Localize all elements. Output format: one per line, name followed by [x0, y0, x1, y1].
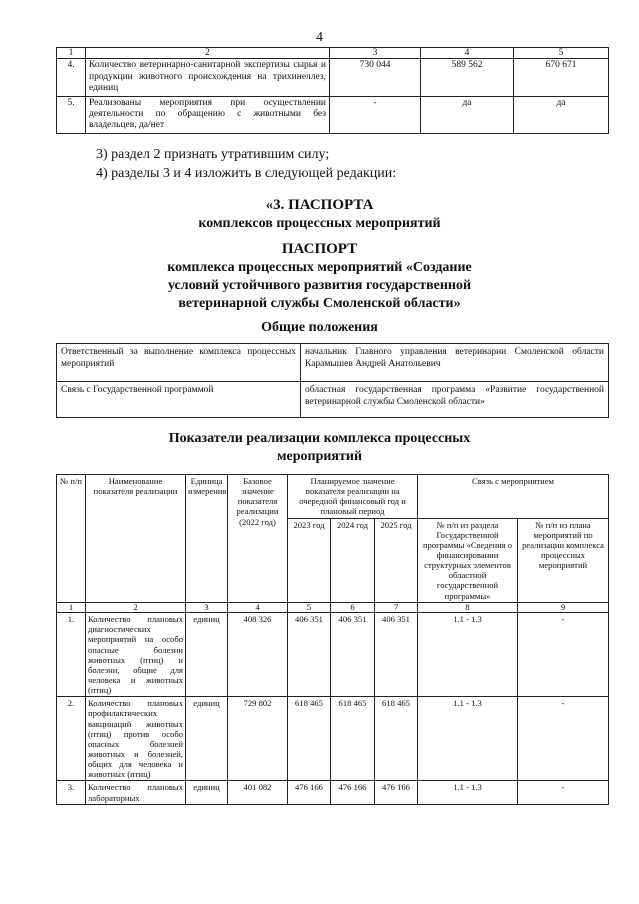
row-base: 408 326: [228, 613, 288, 697]
row-2025: 476 166: [375, 781, 418, 804]
header-2024: 2024 год: [331, 518, 375, 602]
section-title: «3. ПАСПОРТА: [265, 197, 374, 213]
row-number: 3.: [57, 781, 86, 804]
row-unit: единиц: [186, 697, 228, 781]
row-value: -: [330, 96, 421, 133]
row-unit: единиц: [186, 781, 228, 804]
indicators-index-row: [57, 602, 609, 612]
row-2025: 618 465: [375, 697, 418, 781]
row-unit: единиц: [186, 613, 228, 697]
index-cell: 7: [375, 602, 418, 612]
indicators-table: [56, 474, 609, 805]
index-cell: 1: [57, 602, 86, 612]
row-2024: 406 351: [331, 613, 375, 697]
row-number: 5.: [57, 96, 86, 133]
row-2024: 618 465: [331, 697, 375, 781]
row-name: Количество плановых профилактических вакцинаций животных (птиц) против особо опасных болезней животных и болезней, общих для человека и животных (птиц): [86, 697, 186, 781]
row-2025: 406 351: [375, 613, 418, 697]
table-row: [57, 59, 609, 96]
row-section: 1.1 - 1.3: [418, 613, 518, 697]
top-table: [56, 47, 609, 134]
row-number: 1.: [57, 613, 86, 697]
row-2023: 406 351: [288, 613, 331, 697]
header-planned: Планируемое значение показателя реализации на очередной финансовый год и плановый период: [288, 475, 418, 519]
row-base: 729 802: [228, 697, 288, 781]
table-row: [57, 613, 609, 697]
row-plan: -: [518, 613, 609, 697]
row-name: Количество плановых лабораторных: [86, 781, 186, 804]
top-header-cell: 5: [514, 48, 609, 59]
row-section: 1.1 - 1.3: [418, 697, 518, 781]
index-cell: 9: [518, 602, 609, 612]
header-num: № п/п: [57, 475, 86, 603]
paragraph-3: 3) раздел 2 признать утратившим силу;: [96, 147, 330, 162]
index-cell: 4: [228, 602, 288, 612]
table-row: [57, 382, 609, 418]
section-subtitle: комплексов процессных мероприятий: [198, 216, 441, 231]
indicators-header-row: [57, 475, 609, 519]
table-row: [57, 344, 609, 382]
header-link-plan: № п/п из плана мероприятий по реализации комплекса процессных мероприятий: [518, 518, 609, 602]
row-value: 730 044: [330, 59, 421, 96]
table-row: [57, 697, 609, 781]
table-row: [57, 96, 609, 133]
passport-line-2: условий устойчивого развития государственной: [167, 278, 472, 293]
row-value: да: [421, 96, 514, 133]
header-link-section: № п/п из раздела Государственной программы «Сведения о финансировании структурных элементов областной государственной программы»: [418, 518, 518, 602]
row-number: 2.: [57, 697, 86, 781]
table-row: [57, 781, 609, 804]
header-link: Связь с мероприятием: [418, 475, 609, 519]
header-base: Базовое значение показателя реализации (2022 год): [228, 475, 288, 603]
row-2024: 476 166: [331, 781, 375, 804]
row-value: да: [514, 96, 609, 133]
row-base: 401 082: [228, 781, 288, 804]
page-number: 4: [316, 30, 323, 45]
index-cell: 2: [86, 602, 186, 612]
index-cell: 3: [186, 602, 228, 612]
index-cell: 5: [288, 602, 331, 612]
header-name: Наименование показателя реализации: [86, 475, 186, 603]
row-2023: 618 465: [288, 697, 331, 781]
top-header-cell: 2: [86, 48, 330, 59]
row-value: 589 562: [421, 59, 514, 96]
passport-line-1: комплекса процессных мероприятий «Создание: [167, 260, 472, 275]
general-table: [56, 343, 609, 418]
general-label: Ответственный за выполнение комплекса процессных мероприятий: [57, 344, 301, 382]
row-number: 4.: [57, 59, 86, 96]
row-value: 670 671: [514, 59, 609, 96]
passport-line-3: ветеринарной службы Смоленской области»: [178, 296, 461, 311]
general-value: областная государственная программа «Развитие государственной ветеринарной службы Смоленской области»: [301, 382, 609, 418]
row-section: 1.1 - 1.3: [418, 781, 518, 804]
passport-title: ПАСПОРТ: [281, 241, 358, 257]
top-header-cell: 4: [421, 48, 514, 59]
header-2023: 2023 год: [288, 518, 331, 602]
general-heading: Общие положения: [261, 320, 378, 335]
row-name: Количество ветеринарно-санитарной экспертизы сырья и продукции животного происхождения на трихинеллез, единиц: [86, 59, 330, 96]
row-2023: 476 166: [288, 781, 331, 804]
index-cell: 8: [418, 602, 518, 612]
row-plan: -: [518, 781, 609, 804]
indicators-heading-2: мероприятий: [276, 449, 363, 464]
index-cell: 6: [331, 602, 375, 612]
general-label: Связь с Государственной программой: [57, 382, 301, 418]
header-2025: 2025 год: [375, 518, 418, 602]
top-header-cell: 3: [330, 48, 421, 59]
top-header-cell: 1: [57, 48, 86, 59]
paragraph-4: 4) разделы 3 и 4 изложить в следующей редакции:: [96, 166, 397, 181]
indicators-heading-1: Показатели реализации комплекса процессных: [168, 431, 471, 446]
row-name: Количество плановых диагностических мероприятий на особо опасные болезни животных (птиц) и болезни, общие для человека и животных (птиц): [86, 613, 186, 697]
row-plan: -: [518, 697, 609, 781]
header-unit: Единица измерения: [186, 475, 228, 603]
general-value: начальник Главного управления ветеринарии Смоленской области Карамышев Андрей Анатольевич: [301, 344, 609, 382]
top-table-header: [57, 48, 609, 59]
row-name: Реализованы мероприятия при осуществлении деятельности по обращению с животными без владельцев, да/нет: [86, 96, 330, 133]
